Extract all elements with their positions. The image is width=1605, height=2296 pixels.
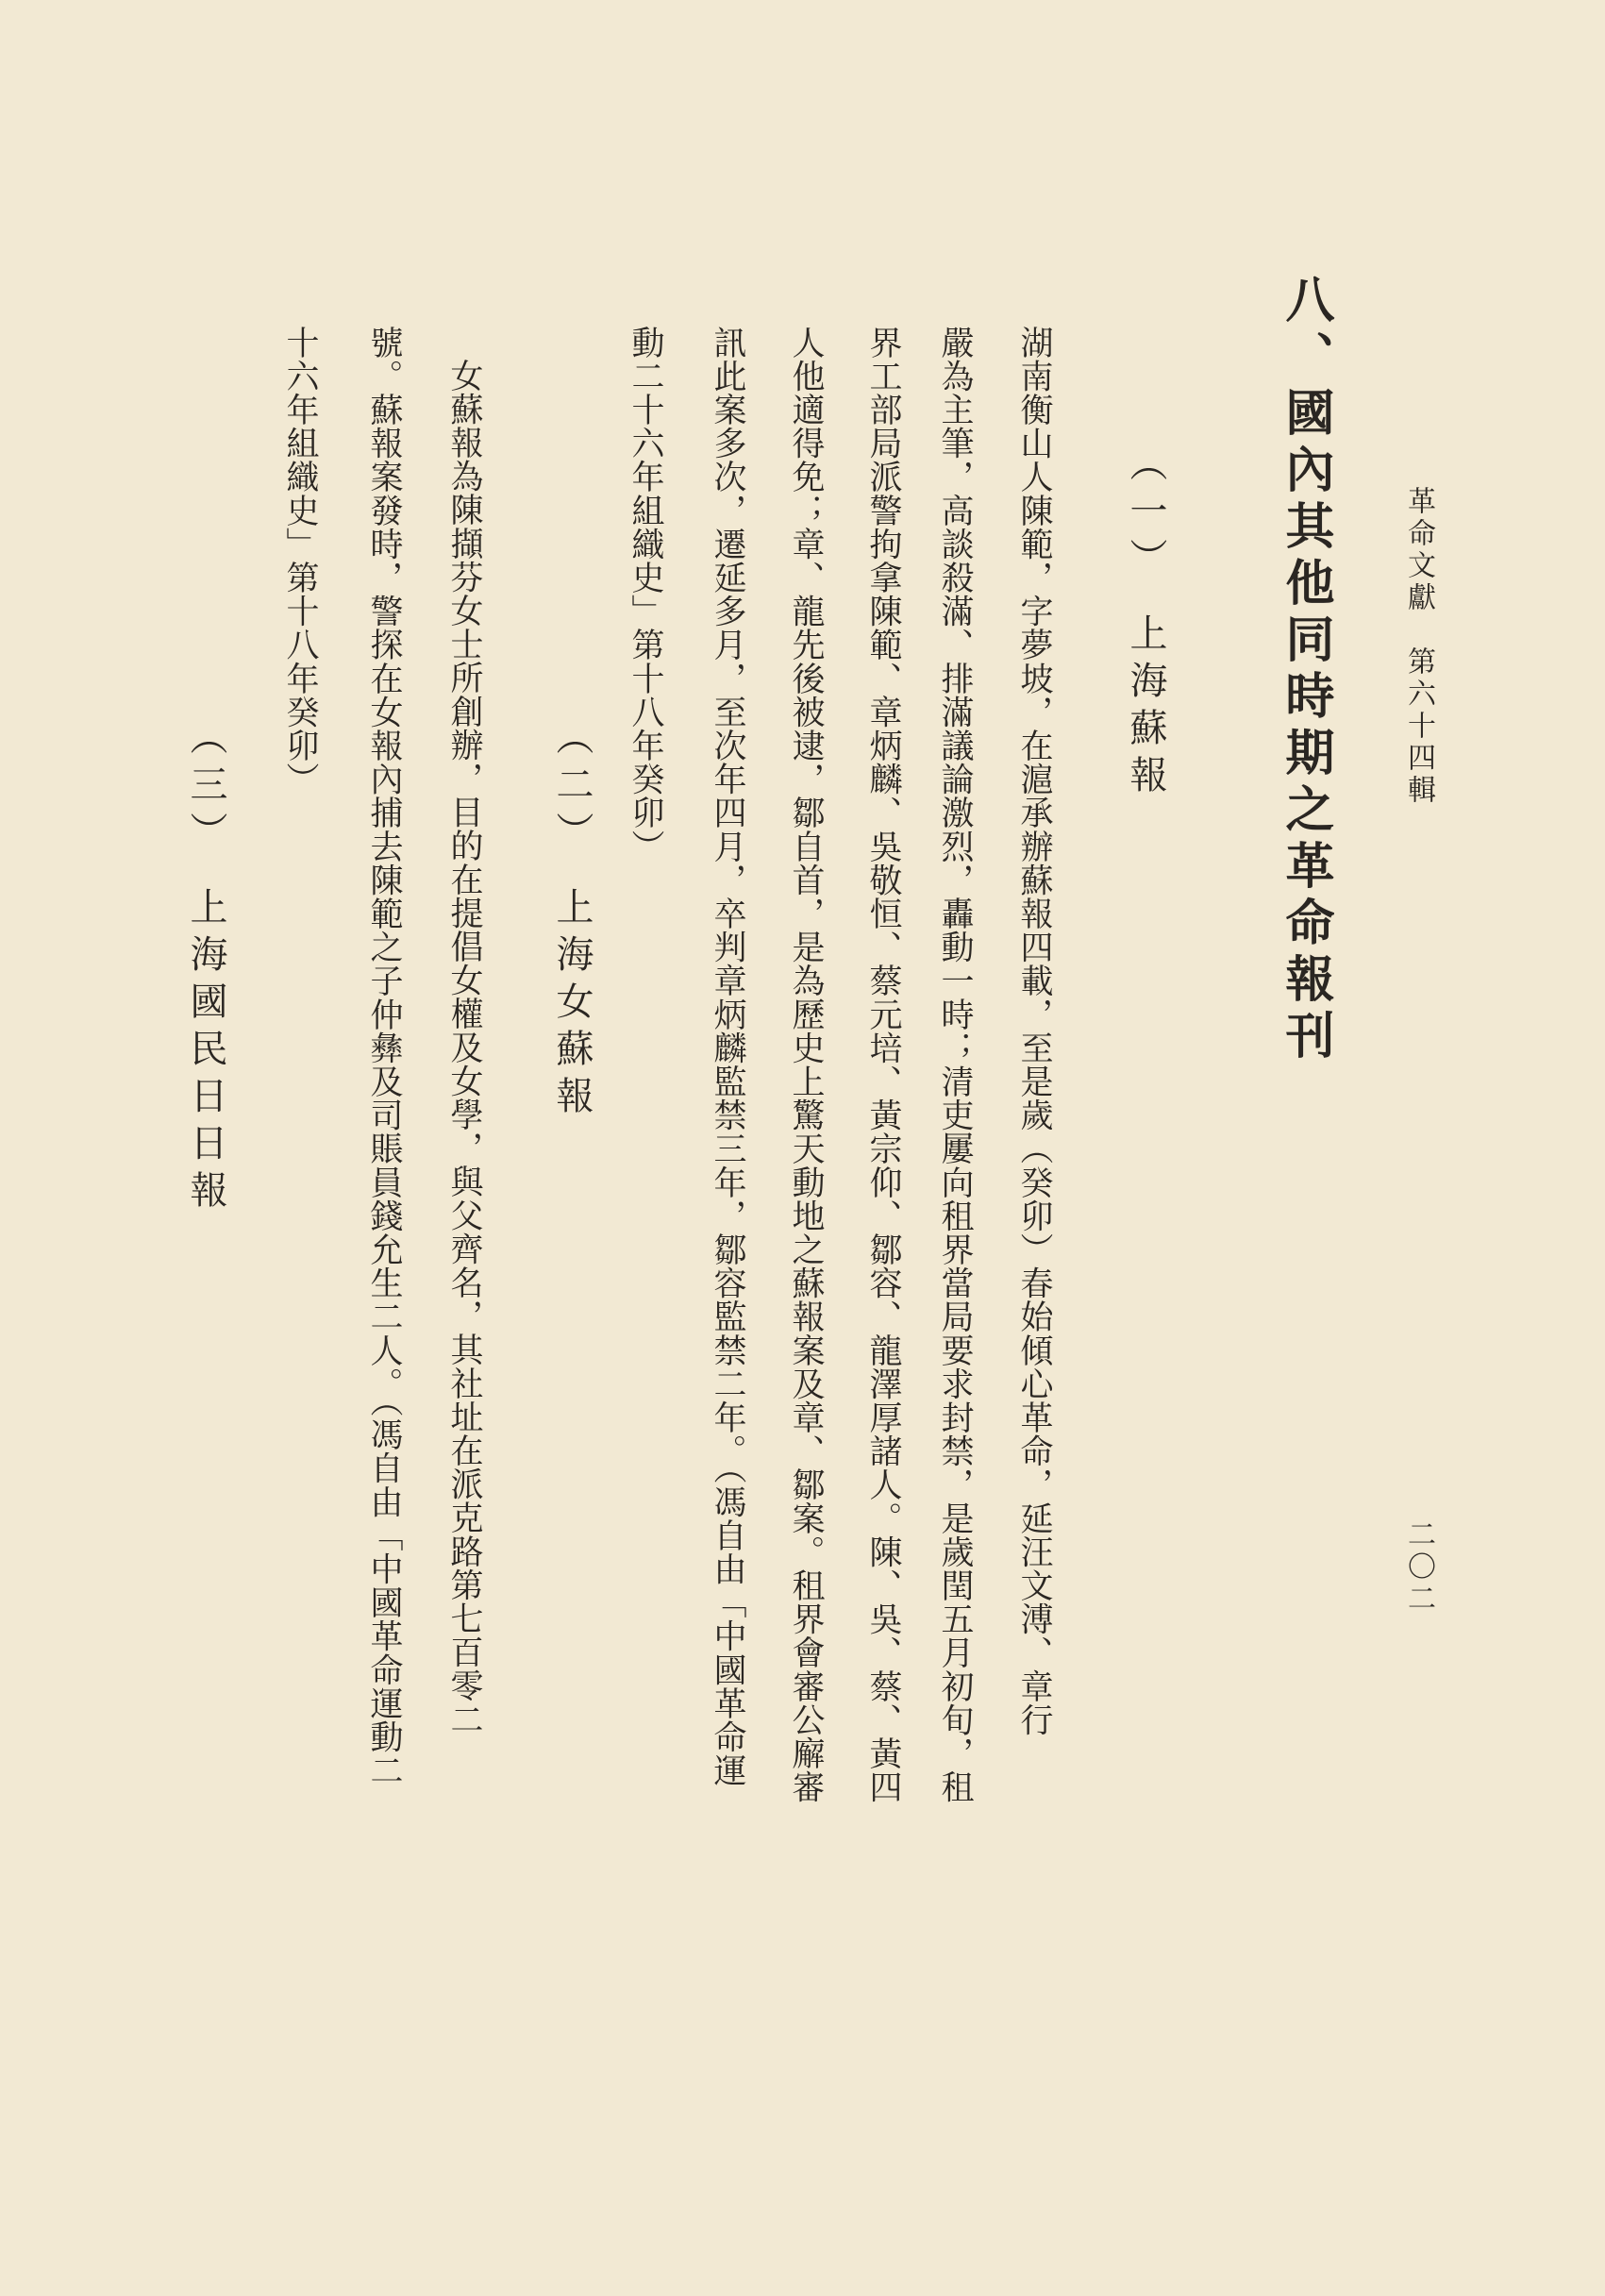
body-line: 界工部局派警拘拿陳範、章炳麟、吳敬恒、蔡元培、黃宗仰、鄒容、龍澤厚諸人。陳、吳、蔡、黃四: [864, 326, 902, 1804]
body-line: 人他適得免；章、龍先後被逮，鄒自首，是為歷史上驚天動地之蘇報案及章、鄒案。租界會審公廨審: [787, 326, 825, 1804]
running-header-book-title: 革命文獻 第六十四輯: [1402, 486, 1435, 807]
body-line: 訊此案多次，遷延多月，至次年四月，卒判章炳麟監禁三年，鄒容監禁二年。（馮自由「中國革命運: [709, 326, 746, 1787]
page-number: 二〇二: [1402, 1519, 1435, 1616]
body-line: 號。蘇報案發時，警探在女報內捕去陳範之子仲彝及司賬員錢允生二人。（馮自由「中國革命運動二: [365, 326, 403, 1787]
body-line: 動二十六年組織史」第十八年癸卯）: [627, 326, 664, 863]
body-line: 十六年組織史」第十八年癸卯）: [281, 326, 319, 796]
body-line: 女蘇報為陳擷芬女士所創辦，目的在提倡女權及女學，與父齊名，其社址在派克路第七百零二: [445, 359, 483, 1736]
body-line: 湖南衡山人陳範，字夢坡，在滬承辦蘇報四載，至是歲（癸卯）春始傾心革命，延汪文溥、章行: [1015, 326, 1053, 1737]
section-heading-2: （二） 上海女蘇報: [550, 717, 594, 1123]
section-heading-3: （三） 上海國民日日報: [184, 717, 227, 1217]
body-line: 嚴為主筆，高談殺滿、排滿議論激烈，轟動一時；清吏屢向租界當局要求封禁，是歲閏五月初旬，租: [936, 326, 974, 1804]
chapter-title: 八、國內其他同時期之革命報刊: [1277, 274, 1334, 1066]
section-heading-1: （一） 上海蘇報: [1124, 444, 1167, 802]
